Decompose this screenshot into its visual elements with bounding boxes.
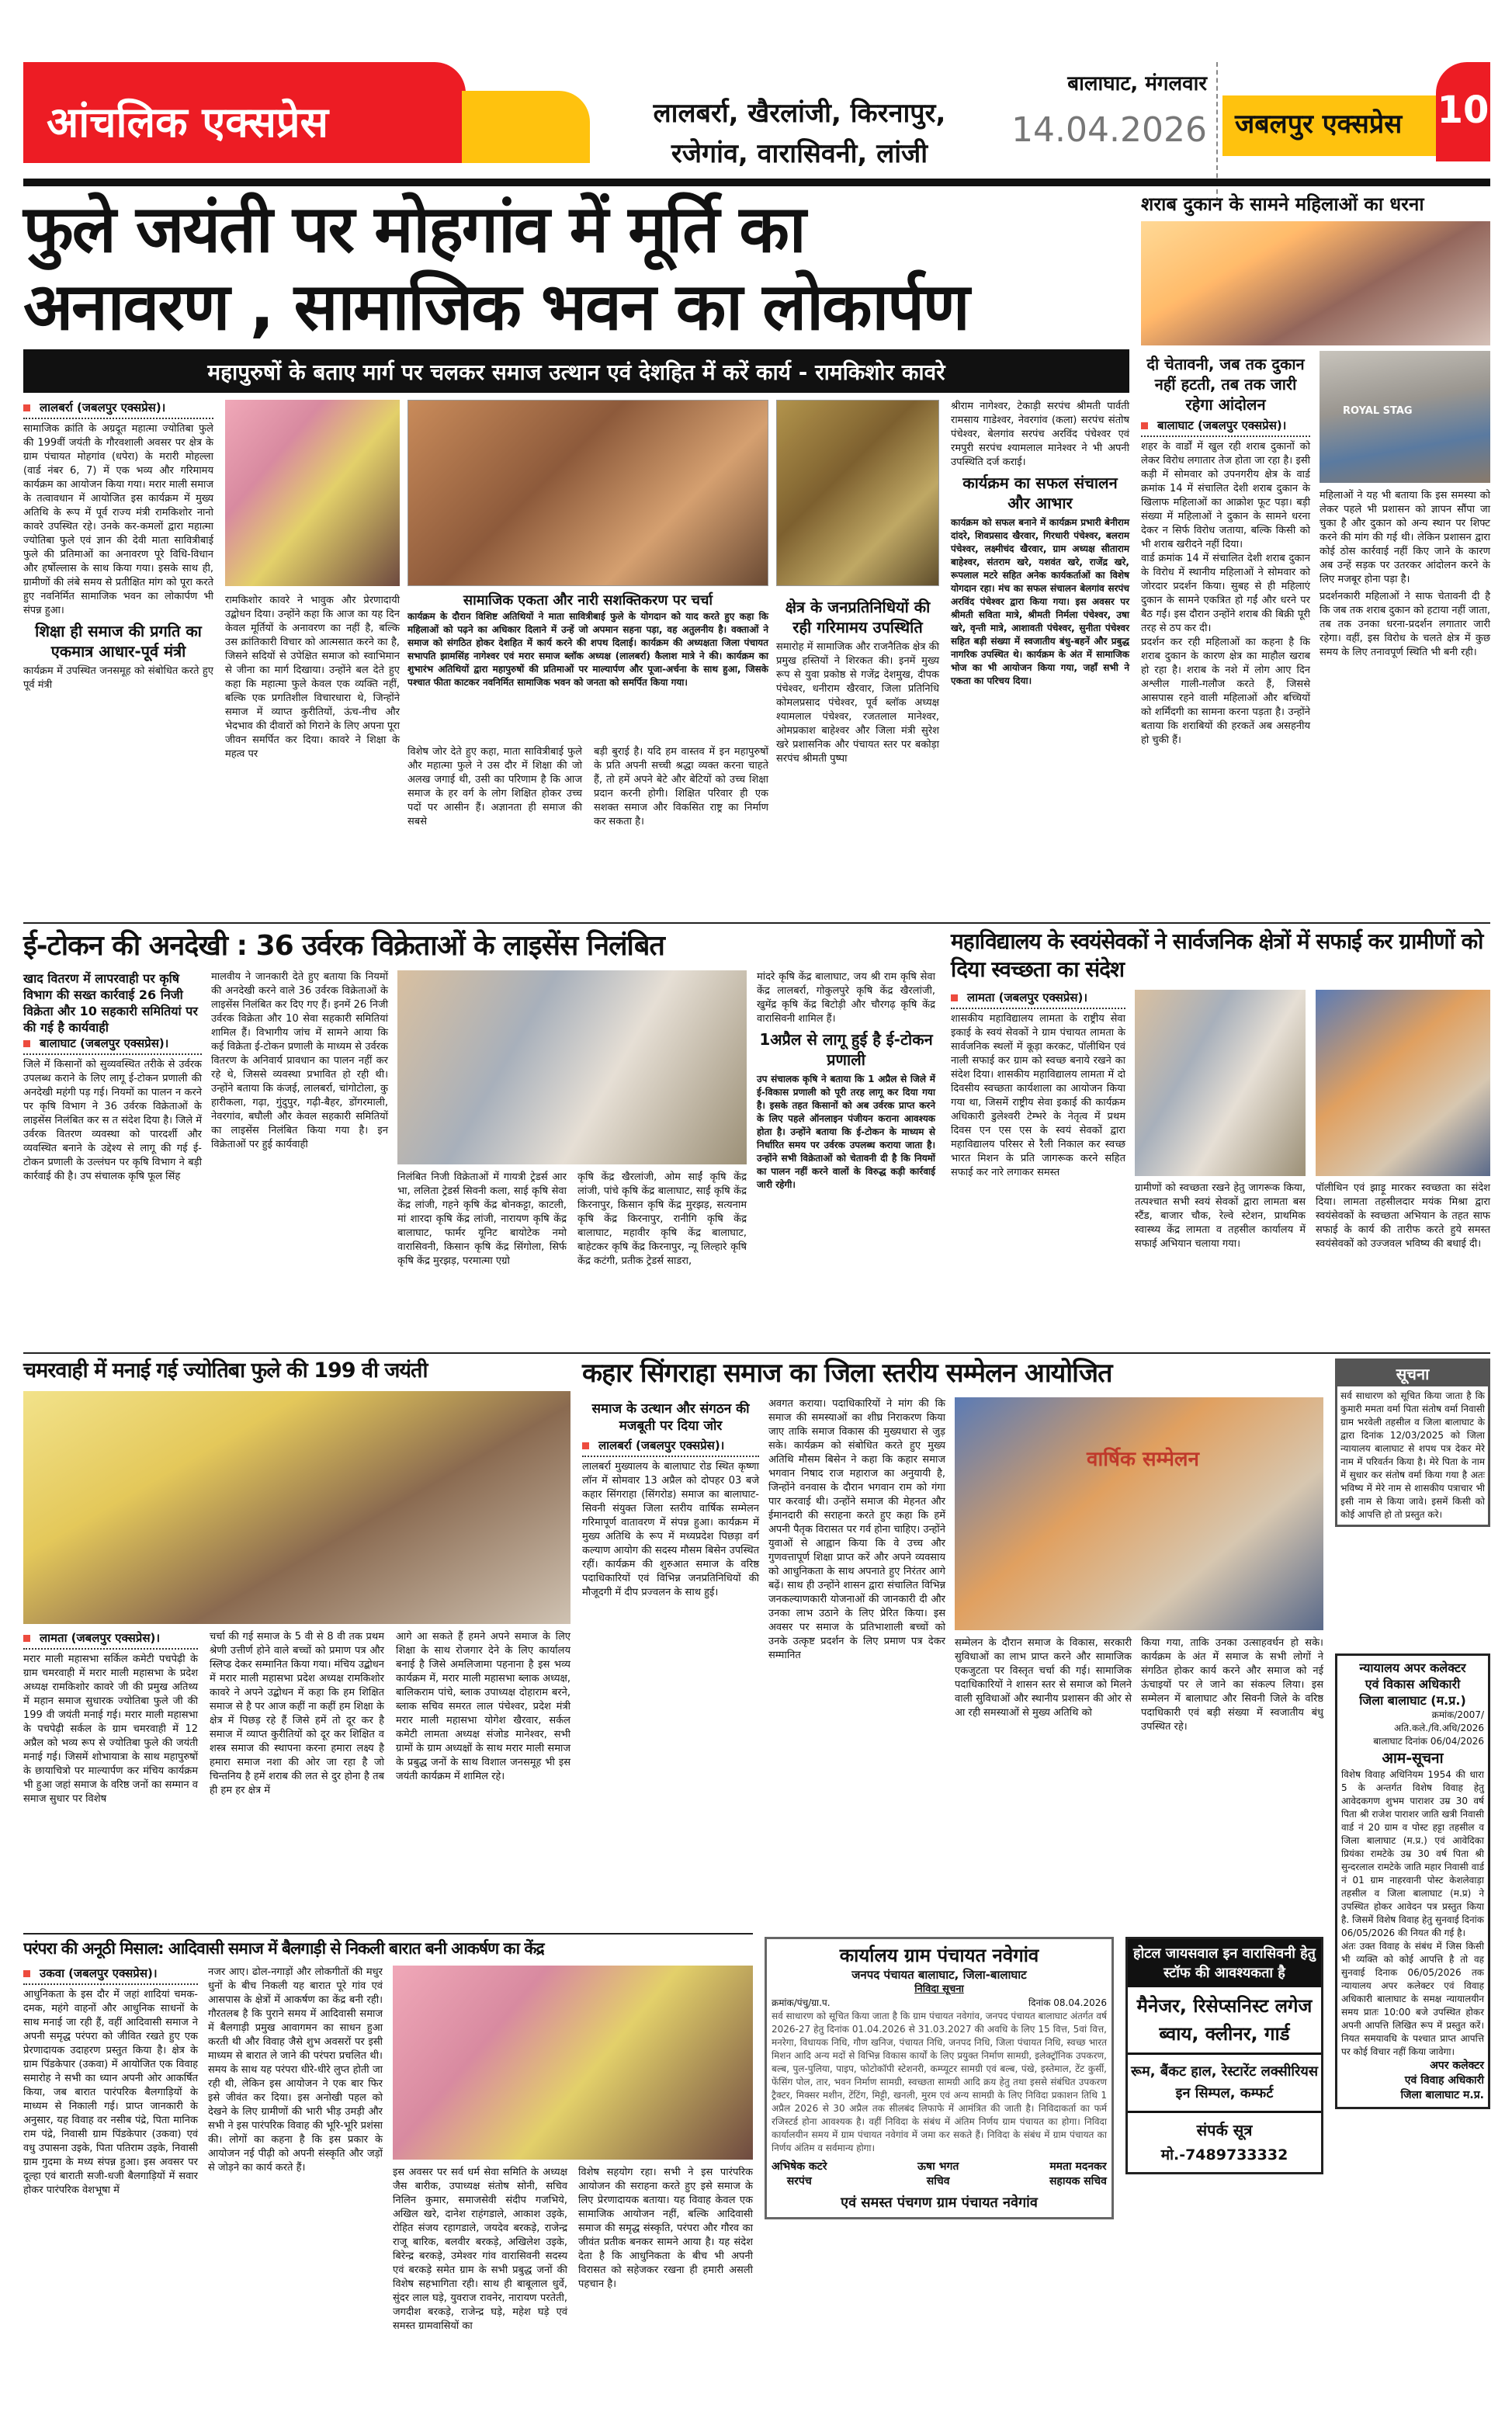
lead-headline-line-2: अनावरण , सामाजिक भवन का लोकार्पण <box>23 269 969 345</box>
dateline-text: उकवा (जबलपुर एक्सप्रेस)। <box>40 1966 158 1980</box>
chamarwahi-col-2 <box>210 1630 384 1798</box>
lead-body-7: श्रीराम नागेश्वर, टेकाड़ी सरपंच श्रीमती पार्वती रामसाय गाडेश्वर, नेवरगांव (कला) सरपंच संतोष पंचेश्वर, बेलगांव सरपंच अरविंद पंचेश्वर एवं रमपुरी सरपंच श्यामलाल मानेश्वर ने भी अपनी उपस्थिति दर्ज कराई। <box>951 401 1129 468</box>
lead-photo-caption-box <box>407 592 768 689</box>
notice-court <box>1335 1653 1490 2109</box>
bullock-col-1 <box>23 1966 198 2198</box>
bullock-body-2: नजर आए। ढोल-नगाड़ों और लोकगीतों की मधुर धुनों के बीच निकली यह बारात पूरे गांव एवं आसपास के क्षेत्रों में आकर्षण का केंद्र बनी रही। गौरतलब है कि पुराने समय में आदिवासी समाज में बैलगाड़ी प्रमुख आवागमन का साधन हुआ करती थी और विवाह जैसे शुभ अवसरों पर इसी माध्यम से बारात ले जाने की परंपरा प्रचलित थी। समय के साथ यह परंपरा धीरे-धीरे लुप्त होती जा रही थी, लेकिन इस आयोजन ने एक बार फिर इसे जीवंत कर दिया। इस अनोखी पहल को देखने के लिए ग्रामीणों की भारी भीड़ उमड़ी और सभी ने इस पारंपरिक विवाह की भूरि-भूरि प्रशंसा की। लोगों का कहना है कि इस प्रकार के आयोजन नई पीढ़ी को अपनी संस्कृति और जड़ों से जोड़ने का कार्य करते हैं। <box>208 1966 383 2174</box>
hotel-ad-features: रूम, बैंकट हाल, रेस्टारेंट लक्सीरियस इन सिम्पल, कम्फर्ट <box>1128 2055 1321 2113</box>
notice-court-ref-1: क्रमांक/2007/ <box>1431 1709 1484 1720</box>
lead-subhead-1: शिक्षा ही समाज की प्रगति का एकमात्र आधार-पूर्व मंत्री <box>35 622 202 661</box>
issue-date: 14.04.2026 <box>1011 110 1207 150</box>
etoken-col-3 <box>397 1171 567 1268</box>
chamarwahi-col-3 <box>396 1630 570 1784</box>
dateline-text: बालाघाट (जबलपुर एक्सप्रेस)। <box>40 1036 169 1050</box>
lead-dateline <box>23 400 213 419</box>
notice-court-subtitle: आम-सूचना <box>1382 1750 1444 1767</box>
etoken-dateline <box>23 1036 202 1055</box>
kahar-col-4 <box>1141 1636 1323 1734</box>
notice-court-title-2: एवं विकास अधिकारी <box>1365 1677 1461 1692</box>
dateline-text: लामता (जबलपुर एक्सप्रेस)। <box>967 991 1088 1005</box>
signature-role: सचिव <box>926 2175 950 2188</box>
lead-body-3: रामकिशोर कावरे ने भावुक और प्रेरणादायी उद्बोधन दिया। उन्होंने कहा कि आज का यह दिन केवल मूर्तियों के अनावरण का नहीं है, बल्कि उस क्रांतिकारी विचार को आत्मसात करने का है, जिसने सदियों से उपेक्षित समाज को स्वाभिमान से जीना का मार्ग दिखाया। उन्होंने बल देते हुए कहा कि महात्मा फुले केवल एक व्यक्ति नहीं, बल्कि एक प्रगतिशील विचारधारा थे, जिन्होंने समाज में व्याप्त कुरीतियों, ऊंच-नीच और भेदभाव की दीवारों को गिराने के लिए अपना पूरा जीवन समर्पित कर दिया। कावरे ने शिक्षा के महत्व पर <box>225 595 400 760</box>
signature-asst-sachiv <box>1049 2160 1107 2189</box>
notice-court-sign-1: अपर कलेक्टर <box>1430 2059 1484 2072</box>
kahar-body-1: लालबर्रा मुख्यालय के बालाघाट रोड स्थित कृष्णा लॉन में सोमवार 13 अप्रैल को दोपहर 03 बजे कहार सिंगराहा (सिंगरोड) समाज का बालाघाट-सिवनी संयुक्त जिला स्तरीय वार्षिक सम्मेलन गरिमापूर्ण वातावरण में संपन्न हुआ। कार्यक्रम में मुख्य अतिथि के रूप में मध्यप्रदेश पिछड़ा वर्ग कल्याण आयोग की सदस्य मौसम बिसेन उपस्थित रहीं। कार्यक्रम की शुरुआत समाज के वरिष्ठ पदाधिकारियों एवं विभिन्न जनप्रतिनिधियों की मौजूदगी में दीप प्रज्वलन के साथ हुई। <box>582 1461 759 1598</box>
kahar-dateline <box>582 1438 759 1457</box>
kahar-banner: वार्षिक सम्मेलन <box>1087 1448 1199 1471</box>
dateline-text: बालाघाट (जबलपुर एक्सप्रेस)। <box>1157 418 1287 432</box>
notice-suchna-body: सर्व साधारण को सूचित किया जाता है कि कुमारी ममता वर्मा पिता संतोष वर्मा निवासी ग्राम भरवेली तहसील व जिला बालाघाट के द्वारा दिनांक 12/03/2025 को जिला न्यायालय बालाघाट से शपथ पत्र देकर मेरे नाम में परिवर्तन किया है। मेरे पिता के नाम में सुधार कर संतोष वर्मा किया गया है अतः भविष्य में मेरे नाम से शासकीय पत्राचार भी इसी नाम से किया जावे। इसमें किसी को कोई आपत्ति हो तो प्रस्तुत करे। <box>1340 1390 1485 1520</box>
notice-court-sign-3: जिला बालाघाट म.प्र. <box>1400 2089 1484 2101</box>
lead-col-6 <box>951 400 1129 688</box>
notice-panchayat-label: निविदा सूचना <box>914 1983 964 1995</box>
cleanliness-body-1: शासकीय महाविद्यालय लामता के राष्ट्रीय सेवा इकाई के स्वयं सेवकों ने ग्राम पंचायत लामता के सार्वजनिक स्थलों में कूड़ा करकट, पॉलीथिन एवं नाली सफाई कर ग्राम को स्वच्छ बनाये रखने का संदेश दिया। शासकीय महाविद्यालय लामता में दो दिवसीय स्वच्छता कार्यशाला का आयोजन किया गया था, जिसमें राष्ट्रीय सेवा इकाई की कार्यक्रम अधिकारी डुलेश्वरी टेम्भरे के नेतृत्व में प्रथम दिवस एन एस एस के स्वयं सेवकों द्वारा महाविद्यालय परिसर से रैली निकाल कर स्वच्छ भारत मिशन के प्रति जागरूक करने सहित सफाई कर नारे लगाकर समस्त <box>951 1013 1125 1178</box>
lead-photo-caption: कार्यक्रम के दौरान विशिष्ट अतिथियों ने माता सावित्रीबाई फुले के योगदान को याद करते हुए कहा कि महिलाओं को पढ़ने का अधिकार दिलाने में उन्हें जो अपमान सहना पड़ा, वह अतुलनीय है। वक्ताओं ने समाज को संगठित होकर देशहित में कार्य करने की शपथ दिलाई। कार्यक्रम की अध्यक्षता जिला पंचायत सभापति झामसिंह नागेश्वर एवं मरार समाज ब्लॉक अध्यक्ष (लालबर्रा) कैलाश मात्रे ने की। कार्यक्रम का शुभारंभ अतिथियों द्वारा महापुरुषों की प्रतिमाओं पर माल्यार्पण और पूजा-अर्चना के साथ हुआ, जिसके पश्चात फीता काटकर नवनिर्मित सामाजिक भवन को जनता को समर्पित किया गया। <box>407 611 768 688</box>
chamarwahi-headline: चमरवाही में मनाई गई ज्योतिबा फुले की 199 वी जयंती <box>23 1359 428 1383</box>
chamarwahi-dateline <box>23 1630 198 1650</box>
dateline-text: लामता (जबलपुर एक्सप्रेस)। <box>40 1631 161 1645</box>
signature-name: अभिषेक कटरे <box>772 2160 827 2173</box>
section-divider <box>23 922 1490 924</box>
notice-panchayat-refline <box>772 1997 1107 2010</box>
bullock-body-4: विशेष सहयोग रहा। सभी ने इस पारंपरिक आयोजन की सराहना करते हुए इसे समाज के लिए प्रेरणादायक बताया। यह विवाह केवल एक सामाजिक आयोजन नहीं, बल्कि आदिवासी समाज की समृद्ध संस्कृति, परंपरा और गौरव का जीवंत प्रतीक बनकर सामने आया है। यह संदेश देता है कि आधुनिकता के बीच भी अपनी विरासत को सहेजकर रखना ही हमारी असली पहचान है। <box>578 2167 753 2290</box>
liquor-body-4: महिलाओं ने यह भी बताया कि इस समस्या को लेकर पहले भी प्रशासन को ज्ञापन सौंपा जा चुका है और दुकान को अन्य स्थान पर शिफ्ट करने की मांग की गई थी। लेकिन प्रशासन द्वारा कोई ठोस कार्रवाई नहीं किए जाने के कारण अब उन्हें सड़क पर उतरकर आंदोलन करने के लिए मजबूर होना पड़ा है। <box>1320 490 1490 585</box>
etoken-kicker: खाद वितरण में लापरवाही पर कृषि विभाग की सख्त कार्रवाई 26 निजी विक्रेता और 10 सहकारी समितियां पर की गई है कार्यवाही <box>23 971 198 1035</box>
etoken-subhead: 1अप्रैल से लागू हुई है ई-टोकन प्रणाली <box>759 1030 933 1069</box>
signature-role: सरपंच <box>786 2175 812 2188</box>
dateline-text: लालबर्रा (जबलपुर एक्सप्रेस)। <box>598 1438 725 1452</box>
kahar-col-2 <box>768 1397 945 1663</box>
cleanliness-body-2: ग्रामीणों को स्वच्छता रखने हेतु जागरूक किया, तत्पश्चात सभी स्वयं सेवकों द्वारा लामता बस स्टैंड, बाजार चौक, रेल्वे स्टेशन, प्राथमिक स्वास्थ्य केंद्र लामता व तहसील कार्यालय में सफाई अभियान चलाया गया। <box>1135 1182 1306 1250</box>
lead-headline <box>23 190 1141 345</box>
notice-suchna-title: सूचना <box>1337 1361 1488 1386</box>
liquor-photo-protest <box>1141 221 1490 345</box>
cleanliness-col-1 <box>951 990 1125 1180</box>
section-divider <box>23 1933 753 1935</box>
towns-list <box>636 93 962 174</box>
signature-sarpanch <box>772 2160 827 2189</box>
bullock-headline: परंपरा की अनूठी मिसाल: आदिवासी समाज में बैलगाड़ी से निकली बारात बनी आकर्षण का केंद्र <box>23 1939 544 1958</box>
notice-court-title-3: जिला बालाघाट (म.प्र.) <box>1359 1693 1466 1708</box>
notice-panchayat-footer: एवं समस्त पंचगण ग्राम पंचायत नवेगांव <box>841 2195 1038 2211</box>
towns-line-1: लालबर्रा, खैरलांजी, किरनापुर, <box>653 98 946 129</box>
lead-col-2 <box>225 594 400 762</box>
cleanliness-photo-1 <box>1135 990 1306 1176</box>
cleanliness-dateline <box>951 990 1125 1009</box>
notice-court-title-1: न्यायालय अपर कलेक्टर <box>1359 1660 1466 1675</box>
kahar-headline: कहार सिंगराहा समाज का जिला स्तरीय सम्मेलन आयोजित <box>582 1358 1112 1389</box>
etoken-headline: ई-टोकन की अनदेखी : 36 उर्वरक विक्रेताओं के लाइसेंस निलंबित <box>23 930 664 962</box>
dateline-text: लालबर्रा (जबलपुर एक्सप्रेस)। <box>40 401 166 415</box>
hotel-ad-positions: मैनेजर, रिसेप्सनिस्ट लगेज ब्वाय, क्लीनर, गार्ड <box>1128 1987 1321 2055</box>
notice-panchayat-date: दिनांक 08.04.2026 <box>1028 1997 1107 2008</box>
notice-court-ref-2: अति.कले./वि.अधि/2026 <box>1394 1723 1484 1733</box>
liquor-body-2: वार्ड क्रमांक 14 में संचालित देशी शराब दुकान के विरोध में स्थानीय महिलाओं ने सोमवार को जोरदार प्रदर्शन किया। सुबह से ही महिलाएं दुकान के सामने एकत्रित हो गईं और धरने पर बैठ गईं। इस दौरान उन्होंने शराब की बिक्री पूरी तरह से ठप कर दी। <box>1141 553 1310 634</box>
lead-body-8: कार्यक्रम को सफल बनाने में कार्यक्रम प्रभारी बेनीराम दांदरे, शिवप्रसाद खैरवार, गिरधारी पंचेश्वर, बलराम पंचेश्वर, लक्ष्मीचंद खैरवार, ग्राम अध्यक्ष सीताराम बाहेश्वर, संतराम खरे, यशवंत खरे, राजेंद्र खरे, रूपलाल मटरे सहित अनेक कार्यकर्ताओं का विशेष योगदान रहा। मंच का सफल संचालन बेलगांव सरपंच अरविंद पंचेश्वर द्वारा किया गया। इस अवसर पर श्रीमती सविता मात्रे, श्रीमती निर्मला पंचेश्वर, उषा खरे, वृन्ती मात्रे, आशावती पंचेश्वर, सुनीता पंचेश्वर सहित बड़ी संख्या में स्वजातीय बंधु-बहनें और प्रबुद्ध नागरिक उपस्थित थे। कार्यक्रम के अंत में सामाजिक भोज का भी आयोजन किया गया, जहाँ सभी ने एकता का परिचय दिया। <box>951 517 1129 686</box>
bullock-photo <box>393 1966 753 2160</box>
shop-sign: ROYAL STAG <box>1343 405 1413 417</box>
chamarwahi-col-1 <box>23 1630 198 1806</box>
masthead-rule <box>23 179 1490 186</box>
dateline-bullet-icon <box>582 1442 589 1449</box>
dateline-bullet-icon <box>23 1040 30 1047</box>
liquor-body-1: शहर के वार्डों में खुल रही शराब दुकानों को लेकर विरोध लगातार तेज होता जा रहा है। इसी कड़ी में सोमवार को उपनगरीय क्षेत्र के वार्ड क्रमांक 14 में संचालित देशी शराब दुकान के खिलाफ महिलाओं का आक्रोश फूट पड़ा। बड़ी संख्या में महिलाओं ने दुकान के सामने धरना देकर न सिर्फ विरोध जताया, बल्कि किसी को भी शराब खरीदने नहीं दिया। <box>1141 441 1310 550</box>
lead-photo-statue <box>225 400 400 586</box>
bullock-col-4 <box>578 2166 753 2292</box>
kahar-body-4: किया गया, ताकि उनका उत्साहवर्धन हो सके। कार्यक्रम के अंत में समाज के सभी लोगों ने संगठित होकर कार्य करने और समाज को नई ऊंचाइयों पर ले जाने का संकल्प लिया। इस सम्मेलन में बालाघाट और सिवनी जिले के वरिष्ठ पदाधिकारी एवं बड़ी संख्या में स्वजातीय बंधु उपस्थित रहे। <box>1141 1637 1323 1733</box>
signature-name: ऊषा भगत <box>917 2160 959 2173</box>
bullock-body-3: इस अवसर पर सर्व धर्म सेवा समिति के अध्यक्ष जैस बारीक, उपाध्यक्ष संतोष सोनी, सचिव निलिन कुमार, समाजसेवी संदीप गजभिये, अखिल खरे, दानेश राहंगडाले, आकाश उइके, रोहित संजय रहागडाले, जयदेव बरकड़े, राजेन्द्र राजू बारिक, बलवीर बरकड़े, अखिलेश उइके, बिरेन्द्र बरकड़े, उमेश्वर गांव वारासिवनी सदस्य एवं बरकड़े समेत ग्राम के सभी प्रबुद्ध जनों की विशेष सहभागिता रही। साथ ही बाबूलाल धुर्वे, सुंदर लाल घड़े, युवराज रावनेर, नारायण परतेती, जगदीश बरकड़े, राजेन्द्र घड़े, महेश घड़े एवं समस्त ग्रामवासियों का <box>393 2167 567 2332</box>
lead-body-6: समारोह में सामाजिक और राजनैतिक क्षेत्र की प्रमुख हस्तियों ने शिरकत की। इनमें मुख्य रूप से युवा प्रकोष्ठ से गजेंद्र देशमुख, दीपक पंचेश्वर, धनीराम खैरवार, जिला प्रतिनिधि कोमलप्रसाद पंचेश्वर, पूर्व ब्लॉक अध्यक्ष श्यामलाल पंचेश्वर, रजतलाल मानेश्वर, ओमप्रकाश बाहेश्वर और जिला मंत्री सुरेश खरे प्रशासनिक और पंचायत स्तर पर बकोड़ा सरपंच श्रीमती पुष्पा <box>776 641 939 765</box>
signature-sachiv <box>917 2160 959 2189</box>
chamarwahi-photo <box>23 1391 570 1624</box>
lead-col-5 <box>776 594 939 766</box>
notice-court-sign-2: एवं विवाह अधिकारी <box>1404 2074 1484 2087</box>
page-number: 10 <box>1436 62 1490 161</box>
dateline-bullet-icon <box>23 1970 30 1977</box>
chamarwahi-body-3: आगे आ सकते हैं हमने अपने समाज के लिए शिक्षा के साथ रोजगार देने के लिए कार्यालय बनाई है जिसे अमलिजामा पहनाना है इस भव्य कार्यक्रम में, मरार माली महासभा ब्लाक अध्यक्ष, बालिकराम पांचे, ब्लाक उपाध्यक्ष दोहाराम बरने, ब्लाक सचिव समरत लाल पंचेश्वर, प्रदेश मंत्री मरार माली महासभा योगेश खैरवार, सर्कल कमेटी लामता अध्यक्ष संजोड मानेश्वर, सभी ग्रामों के ग्राम अध्यक्षों के साथ मरार माली समाज के प्रबुद्ध जनों के साथ विशाल जनसमूह भी इस जयंती कार्यक्रम में शामिल रहे। <box>396 1631 570 1782</box>
etoken-body-1: जिले में किसानों को सुव्यवस्थित तरीके से उर्वरक उपलब्ध कराने के लिए लागू ई-टोकन प्रणाली की अनदेखी महंगी पड़ गई। नियमों का पालन न करने पर कृषि विभाग ने 36 उर्वरक विक्रेताओं के लाइसेंस निलंबित कर स त संदेश दिया है। जिले में उर्वरक वितरण व्यवस्था को पारदर्शी और व्यवस्थित बनाने के उद्देश्य से लागू की गई ई-टोकन प्रणाली के उल्लंघन पर कृषि विभाग ने बड़ी कार्रवाई की है। उप संचालक कृषि फूल सिंह <box>23 1059 202 1182</box>
dateline-bullet-icon <box>951 994 958 1001</box>
kahar-col-1 <box>582 1397 759 1600</box>
paper-name: जबलपुर एक्सप्रेस <box>1222 95 1440 156</box>
kahar-col-3 <box>955 1636 1132 1720</box>
cleanliness-col-2 <box>1135 1182 1306 1251</box>
cleanliness-body-3: पॉलीथिन एवं झाड़ू मारकर स्वच्छता का संदेश दिया। लामता तहसीलदार मयंक मिश्रा द्वारा स्वयंसेवकों के स्वच्छता अभियान के तहत साफ सफाई के कार्य की तारीफ करते हुये समस्त स्वयंसेवकों को उज्जवल भविष्य की बधाई दी। <box>1316 1182 1490 1250</box>
etoken-body-3: निलंबित निजी विक्रेताओं में गायत्री ट्रेडर्स आर भा, ललिता ट्रेडर्स सिवनी कला, साई कृषि सेवा केंद्र लांजी, गहने कृषि केंद्र बोनकट्टा, काटली, मां शारदा कृषि केंद्र लांजी, नारायण कृषि केंद्र बालाघाट, फार्मर यूनिट बायोटेक नमो वारासिवनी, किसान कृषि केंद्र सिंगोला, सिर्फ कृषि केंद्र मुरझड़, परमात्मा एग्रो <box>397 1171 567 1267</box>
etoken-body-5: मांदरे कृषि केंद्र बालाघाट, जय श्री राम कृषि सेवा केंद्र लालबर्रा, गोकुलपुरे कृषि केंद्र खैरलांजी, खुमेंद्र कृषि केंद्र बिटोड़ी और चौरगढ़ कृषि केंद्र वारासिवनी शामिल हैं। <box>757 971 935 1025</box>
notice-court-body: विशेष विवाह अधिनियम 1954 की धारा 5 के अन्तर्गत विशेष विवाह हेतु आवेदकगण शुभम पाराशर उम्र 30 वर्ष पिता श्री राजेश पाराशर जाति खत्री निवासी वार्ड नं 20 ग्राम व पोस्ट हट्टा तहसील व जिला बालाघाट (म.प्र.) एवं आवेदिका प्रियंका रामटेके उम्र 30 वर्ष पिता श्री सुन्दरलाल रामटेके जाति महार निवासी वार्ड नं 01 ग्राम नाहरवानी पोस्ट केशलेवाड़ा तहसील व जिला बालाघाट (म.प्र) ने उपस्थित होकर आवेदन पत्र प्रस्तुत किया है. जिसमें विशेष विवाह हेतु सुनवाई दिनांक 06/05/2026 की नियत की गई है। <box>1341 1769 1484 1938</box>
cleanliness-headline: महाविद्यालय के स्वयंसेवकों ने सार्वजनिक क्षेत्रों में सफाई कर ग्रामीणों को दिया स्वच्छता का संदेश <box>951 928 1483 982</box>
notice-panchayat-title: कार्यालय ग्राम पंचायत नवेगांव <box>839 1945 1039 1966</box>
liquor-subhead: दी चेतावनी, जब तक दुकान नहीं हटती, तब तक जारी रहेगा आंदोलन <box>1146 355 1305 414</box>
notice-court-ref-3: बालाघाट दिनांक 06/04/2026 <box>1373 1736 1484 1747</box>
towns-line-2: रजेगांव, वारासिवनी, लांजी <box>671 138 928 169</box>
chamarwahi-body-1: मरार माली महासभा सर्किल कमेटी पचपेढ़ी के ग्राम चमरवाही में मरार माली महासभा के प्रदेश अध्यक्ष रामकिशोर कावरे जी की प्रमुख अतिथ्य में महान समाज सुधारक ज्योतिबा फुले जी की 199 वी जयंती मनाई गई। मरार माली महासभा के पचपेढ़ी सर्कल के ग्राम चमरवाही में 12 अप्रैल को भव्य रूप से ज्योतिबा फुले की जयंती मनाई गई। जिसमें शोभायात्रा के साथ महापुरुषों के छायाचित्रो पर माल्यार्पण कर मंचिय कार्यक्रम भी हुआ जहां समाज के वरिष्ठ जनों का सम्मान व समाज सुधार पर विशेष <box>23 1653 198 1805</box>
notice-panchayat <box>765 1937 1114 2219</box>
dateline-bullet-icon <box>1141 422 1148 429</box>
lead-subhead-2: क्षेत्र के जनप्रतिनिधियों की रही गरिमामय उपस्थिति <box>785 598 931 637</box>
notice-panchayat-body: सर्व साधारण को सूचित किया जाता है कि ग्राम पंचायत नवेगांव, जनपद पंचायत बालाघाट अंतर्गत वर्ष 2026-27 हेतु दिनांक 01.04.2026 से 31.03.2027 की अवधि के लिए 15 वित्त, 5वां वित्त, मनरेगा, विधायक निधि, गौण खनिज, पंचायत निधि, जनपद निधि, जिला पंचायत निधि, स्वच्छ भारत मिशन आदि अन्य मदों से विभिन्न विकास कार्यों के लिए प्रयुक्त निर्माण सामग्री, इलेक्ट्रॉनिक उपकरण, बल्ब, पुल-पुलिया, पाइप, फोटोकॉपी स्टेशनरी, कम्प्यूटर सामग्री एवं बल्ब, पंखे, इस्तेमाल, टेंट कुर्सी, फेंसिंग पोल, तार, भवन निर्माण सामग्री, स्वच्छता सामग्री आदि क्रय हेतु तथा इससे संबंधित उपकरण ट्रैक्टर, मिक्सर मशीन, टेंटिंग, मिट्टी, खनली, मुरम एवं अन्य सामग्री के लिए निविदा प्रकाशन तिथि 1 अप्रैल 2026 से 30 अप्रैल तक सीलबंद लिफाफे में आमंत्रित की जाती है। निविदाकर्ता का फर्म रजिस्टर्ड होना आवश्यक है। वहीं निविदा के संबंध में अंतिम निर्णय ग्राम पंचायत का होगा। निविदा कार्यालयीन समय में ग्राम पंचायत नवेगांव में जमा कर सकते हैं। निविदा के संबंध में ग्राम पंचायत का निर्णय अंतिम व सर्वमान्य होगा। <box>772 2011 1107 2153</box>
etoken-col-5 <box>757 970 935 1192</box>
notice-panchayat-signatures <box>772 2160 1107 2189</box>
lead-body-5: बड़ी बुराई है। यदि हम वास्तव में इन महापुरुषों के प्रति अपनी सच्ची श्रद्धा व्यक्त करना चाहते हैं, तो हमें अपने बेटे और बेटियों को उच्च शिक्षा प्रदान करनी होगी। शिक्षित परिवार ही एक सशक्त समाज और विकसित राष्ट्र का निर्माण कर सकता है। <box>594 746 768 828</box>
hotel-ad-contact-label: संपर्क सूत्र <box>1196 2121 1253 2139</box>
hotel-ad-header: होटल जायसवाल इन वारासिवनी हेतु स्टॉफ की आवश्यकता है <box>1128 1939 1321 1987</box>
bullock-col-2 <box>208 1966 383 2175</box>
lead-col-1 <box>23 400 213 916</box>
date-block <box>997 68 1207 150</box>
liquor-photo-shop <box>1320 351 1490 483</box>
notice-suchna <box>1335 1359 1490 1527</box>
lead-photo-crowd <box>407 400 768 586</box>
liquor-dateline <box>1141 418 1310 437</box>
kahar-photo <box>955 1397 1323 1630</box>
kahar-body-2: सम्मेलन के दौरान समाज के विकास, सरकारी सुविधाओं का लाभ प्राप्त करने और सामाजिक एकजुटता पर विस्तृत चर्चा की गई। सामाजिक पदाधिकारियों ने शासन स्तर से समाज को मिलने वाली सुविधाओं और स्थानीय प्रशासन की ओर से आ रही समस्याओं से मुख्य अतिथि को <box>955 1637 1132 1719</box>
bullock-col-3 <box>393 2166 567 2334</box>
masthead-yellow-band <box>462 91 590 163</box>
signature-name: ममता मदनकर <box>1049 2160 1107 2173</box>
notice-panchayat-subtitle: जनपद पंचायत बालाघाट, जिला-बालाघाट <box>851 1968 1027 1982</box>
etoken-body-2: मालवीय ने जानकारी देते हुए बताया कि नियमों की अनदेखी करने वाले 36 उर्वरक विक्रेताओं के लाइसेंस निलंबित कर दिए गए हैं। इनमें 26 निजी उर्वरक विक्रेता और 10 सेवा सहकारी समितियां शामिल हैं। विभागीय जांच में सामने आया कि कई विक्रेता ई-टोकन प्रणाली के माध्यम से उर्वरक वितरण के अनिवार्य प्रावधान का पालन नहीं कर रहे थे, जिससे व्यवस्था प्रभावित हो रही थी। उन्होंने बताया कि कंजई, लालबर्रा, चांगोटोला, कु हारीकला, गढ़ा, गुंदुपुर, गढ़ी-बैहर, डोंगरमाली, नेवरगांव, बघौली और केवल सहकारी समितियों का लाइसेंस निलंबित किया गया है। इन विक्रेताओं पर हुई कार्यवाही <box>211 971 388 1150</box>
lead-subhead-3: कार्यक्रम का सफल संचालन और आभार <box>962 474 1118 512</box>
etoken-body-4: कृषि केंद्र खैरलांजी, ओम साईं कृषि केंद्र लांजी, पांचे कृषि केंद्र बालाघाट, साईं कृषि केंद्र किरनापुर, किसान कृषि केंद्र मुरझड़, सत्यनाम कृषि केंद्र किरनापुर, रानीगि कृषि केंद्र बालाघाट, महावीर कृषि केंद्र बालाघाट, बाहेटकर कृषि केंद्र किरनापुर, न्यू लिल्हारे कृषि केंद्र कटंगी, प्रतीक ट्रेडर्स साडरा, <box>577 1171 747 1267</box>
etoken-col-4 <box>577 1171 747 1268</box>
liquor-col-1 <box>1141 351 1310 748</box>
notice-panchayat-ref: क्रमांक/पंचु/ग्रा.प. <box>772 1997 831 2008</box>
lead-body-1: सामाजिक क्रांति के अग्रदूत महात्मा ज्योतिबा फुले की 199वीं जयंती के गौरवशाली अवसर पर क्षेत्र के ग्राम पंचायत मोहगांव (धपेरा) के मरारी मोहल्ला (वार्ड नंबर 6, 7) में एक भव्य और गरिमामय कार्यक्रम का आयोजन किया गया। मरार माली समाज के तत्वावधान में आयोजित इस कार्यक्रम में मुख्य अतिथि के रूप में पूर्व राज्य मंत्री रामकिशोर नानो कावरे उपस्थित रहे। उनके कर-कमलों द्वारा महात्मा ज्योतिबा फुले एवं ज्ञान की देवी माता सावित्रीबाई फुले की प्रतिमाओं का अनावरण पूरे विधि-विधान और हर्षोल्लास के साथ किया गया। इसके साथ ही, ग्रामीणों की लंबे समय से प्रतीक्षित मांग को पूरा करते हुए नवनिर्मित सामाजिक भवन का लोकार्पण भी संपन्न हुआ। <box>23 423 213 616</box>
section-divider <box>23 1352 1490 1354</box>
etoken-body-6: उप संचालक कृषि ने बताया कि 1 अप्रैल से जिले में ई-विकास प्रणाली को पूरी तरह लागू कर दिया गया है। इसके तहत किसानों को अब उर्वरक प्राप्त करने के लिए पहले ऑनलाइन पंजीयन कराना आवश्यक होता है। उन्होंने बताया कि ई-टोकन के माध्यम से निर्धारित समय पर उर्वरक उपलब्ध कराया जाता है। उन्होंने सभी विक्रेताओं को चेतावनी दी है कि नियमों का पालन नहीं करने वालों के विरुद्ध कड़ी कार्रवाई जारी रहेगी। <box>757 1074 935 1190</box>
liquor-body-3: प्रदर्शन कर रही महिलाओं का कहना है कि शराब दुकान के कारण क्षेत्र का माहौल खराब हो रहा है। शराब के नशे में लोग आए दिन अश्लील गाली-गलौज करते हैं, जिससे आसपास रहने वाली महिलाओं और बच्चियों को शर्मिंदगी का सामना करना पड़ता है। उन्होंने बताया कि शराबियों की हरकतें अब असहनीय हो चुकी हैं। <box>1141 637 1310 746</box>
etoken-photo-shop <box>397 970 747 1164</box>
lead-body-4: विशेष जोर देते हुए कहा, माता सावित्रीबाई फुले और महात्मा फुले ने उस दौर में शिक्षा की जो अलख जगाई थी, उसी का परिणाम है कि आज समाज के हर वर्ग के लोग शिक्षित होकर उच्च पदों पर आसीन हैं। अज्ञानता ही समाज की सबसे <box>407 746 582 828</box>
lead-photo-caption-head: सामाजिक एकता और नारी सशक्तिकरण पर चर्चा <box>463 592 713 609</box>
liquor-body-5: प्रदर्शनकारी महिलाओं ने साफ चेतावनी दी है कि जब तक शराब दुकान को हटाया नहीं जाता, तब तक उनका धरना-प्रदर्शन लगातार जारी रहेगा। वहीं, इस विरोध के चलते क्षेत्र में कुछ समय के लिए तनावपूर्ण स्थिति भी बनी रही। <box>1320 591 1490 658</box>
dateline-bullet-icon <box>23 1635 30 1642</box>
hotel-ad <box>1125 1937 1323 2174</box>
lead-col-4 <box>594 745 768 829</box>
hotel-ad-phone[interactable]: मो.-7489733332 <box>1160 2146 1288 2164</box>
lead-headline-line-1: फुले जयंती पर मोहगांव में मूर्ति का <box>23 191 805 267</box>
etoken-col-1 <box>23 970 202 1184</box>
cleanliness-col-3 <box>1316 1182 1490 1251</box>
lead-deck: महापुरुषों के बताए मार्ग पर चलकर समाज उत्थान एवं देशहित में करें कार्य - रामकिशोर कावरे <box>23 349 1129 393</box>
liquor-headline: शराब दुकान के सामने महिलाओं का धरना <box>1141 193 1424 215</box>
bullock-body-1: आधुनिकता के इस दौर में जहां शादियां चमक-दमक, महंगे वाहनों और आधुनिक साधनों के साथ मनाई जा रही हैं, वहीं आदिवासी समाज ने अपनी समृद्ध परंपरा को जीवित रखते हुए एक प्रेरणादायक उदाहरण प्रस्तुत किया है। क्षेत्र के ग्राम पिंडकेपार (उकवा) में आयोजित एक विवाह समारोह ने सभी का ध्यान अपनी ओर आकर्षित किया, जब बारात पारंपरिक बैलगाड़ियों के माध्यम से निकाली गई। प्राप्त जानकारी के अनुसार, यह विवाह वर नसीब पंद्रे, पिता मानिक राम पंद्रे, निवासी ग्राम पिंडकेपार (उकवा) एवं वधु उपासना उइके, पिता पतिराम उइके, निवासी ग्राम गुदमा के मध्य संपन्न हुआ। इस अवसर पर दूल्हा एवं बाराती सजी-धजी बैलगाड़ियों में सवार होकर पारंपरिक वेशभूषा में <box>23 1989 198 2196</box>
cleanliness-photo-2 <box>1316 990 1490 1176</box>
dateline-bullet-icon <box>23 404 30 411</box>
signature-role: सहायक सचिव <box>1049 2175 1107 2188</box>
notice-court-body-2: अंतः उक्त विवाह के संबंध में जिस किसी भी व्यक्ति को कोई आपत्ति है तो वह सुनवाई दिनाक 06/05/2026 तक न्यायालय अपर कलेक्टर एवं विवाह अधिकारी बालाघाट के समक्ष न्यायालयीन समय प्रातः 10:00 बजे उपस्थित होकर अपनी आपत्ति लिखित रूप में प्रस्तुत करें। नियत समयावधि के पश्चात प्राप्त आपत्ति पर कोई विचार नहीं किया जावेगा। <box>1341 1941 1484 2057</box>
kahar-body-3: अवगत कराया। पदाधिकारियों ने मांग की कि समाज की समस्याओं का शीघ्र निराकरण किया जाए ताकि समाज विकास की मुख्यधारा से जुड़ सके। कार्यक्रम को संबोधित करते हुए मुख्य अतिथि मौसम बिसेन ने कहा कि कहार समाज भगवान निषाद राज महाराज का अनुयायी है, जिन्होंने वनवास के दौरान भगवान राम को गंगा पार करवाई थी। उन्होंने समाज की मेहनत और ईमानदारी की सराहना करते हुए कहा कि हमें अपनी पैतृक विरासत पर गर्व होना चाहिए। उन्होंने युवाओं से आह्वान किया कि वे उच्च और गुणवत्तापूर्ण शिक्षा प्राप्त करें और अपने व्यवसाय को आधुनिकता के साथ अपनाते हुए निरंतर आगे बढ़ें। साथ ही उन्होंने शासन द्वारा संचालित विभिन्न जनकल्याणकारी योजनाओं की जानकारी दी और उनका लाभ उठाने के लिए प्रेरित किया। इस अवसर पर समाज के प्रतिभाशाली बच्चों को उनके उत्कृष्ट प्रदर्शन के लिए प्रमाण पत्र देकर सम्मानित <box>768 1398 945 1661</box>
lead-col-3 <box>407 745 582 829</box>
lead-photo-women <box>776 400 939 586</box>
bullock-dateline <box>23 1966 198 1985</box>
liquor-col-2 <box>1320 489 1490 660</box>
etoken-col-2 <box>211 970 388 1152</box>
section-title: आंचलिक एक्सप्रेस <box>47 98 329 147</box>
lead-body-2: कार्यक्रम में उपस्थित जनसमूह को संबोधित करते हुए पूर्व मंत्री <box>23 665 213 691</box>
kahar-kicker: समाज के उत्थान और संगठन की मजबूती पर दिया जोर <box>591 1401 750 1434</box>
city-day: बालाघाट, मंगलवार <box>1067 72 1207 95</box>
chamarwahi-body-2: चर्चा की गई समाज के 5 वी से 8 वी तक प्रथम श्रेणी उत्तीर्ण होने वाले बच्चों को प्रमाण पत्र और स्लिप्ड देकर सम्मानित किया गया। मंचिय उद्बोधन में मरार माली महासभा प्रदेश अध्यक्ष रामकिशोर कावरे ने अपने उद्बोधन में कहा कि हम शिक्षित समाज से है पर आज कहीं ना कहीं हम शिक्षा के क्षेत्र में पिछड़ रहे हैं जिसे हमें तो दूर कर है समाज में व्याप्त कुरीतियों को दूर कर शिक्षित व शस्त्र समाज की स्थापना करना हमारा लक्ष्य है हमारा समाज नशा की ओर जा रहा है जो चिन्तनिय है हमें शराब की लत से दुर होना है तब ही हम हर क्षेत्र में <box>210 1631 384 1796</box>
